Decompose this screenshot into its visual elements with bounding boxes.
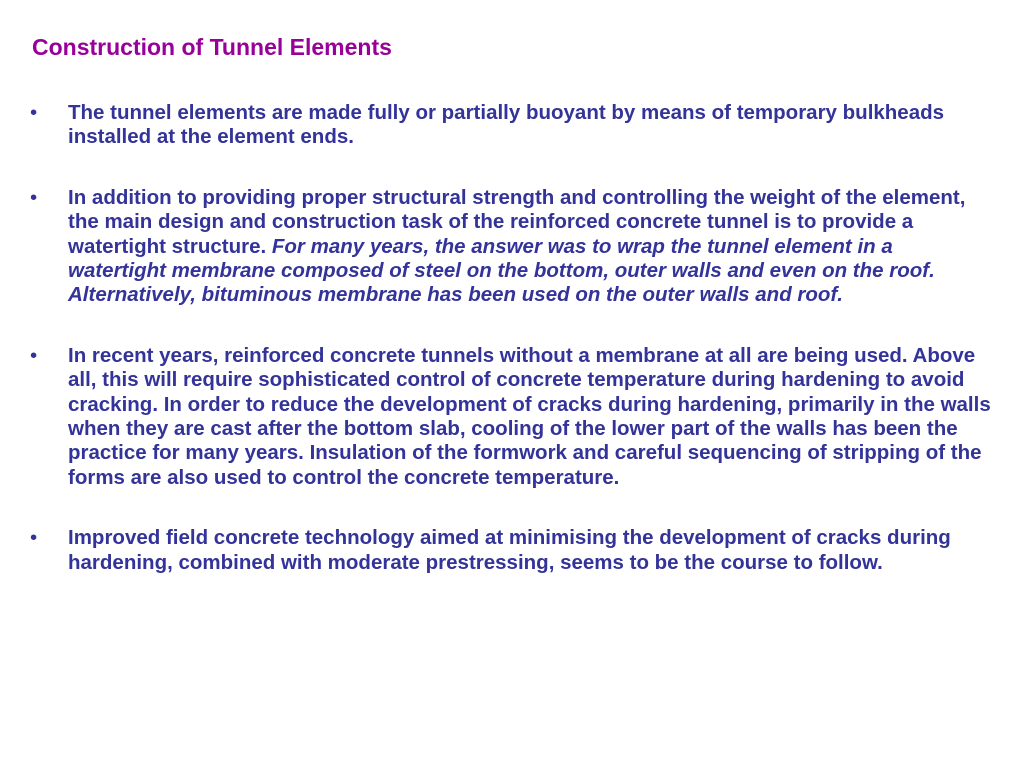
slide-title: Construction of Tunnel Elements — [32, 34, 392, 60]
bullet-icon: • — [30, 101, 38, 124]
bullet-icon: • — [30, 185, 38, 209]
bullet-text: In recent years, reinforced concrete tunnels without a membrane at all are being used. Above all, this will require sophisticated control of concrete temperature during hardening to avoid cracking. In order to reduce the development of cracks during hardening, primarily in the walls when they are cast after the bottom slab, cooling of the lower part of the walls has been the practice for many years. Insulation of the formwork and careful sequencing of stripping of the forms are also used to control the concrete temperature. — [68, 343, 991, 489]
bullet-icon: • — [30, 343, 38, 367]
bullet-icon: • — [30, 526, 38, 550]
bullet-text: Improved field concrete technology aimed at minimising the development of cracks during hardening, combined with moderate prestressing, seems to be the course to follow. — [68, 526, 951, 574]
bullet-text-italic: For many years, the answer was to wrap the tunnel element in a watertight membrane composed of steel on the bottom, outer walls and even on the roof. Alternatively, bituminous membrane has been used on the outer walls and roof. — [68, 234, 935, 307]
bullet-text: In addition to providing proper structural strength and controlling the weight of the element, the main design and construction task of the reinforced concrete tunnel is to provide a watertight structure. — [68, 185, 966, 258]
bullet-item — [30, 101, 995, 150]
bullet-item — [30, 344, 995, 490]
bullet-list — [30, 101, 995, 575]
bullet-item — [30, 186, 995, 308]
bullet-item — [30, 526, 995, 575]
bullet-text: The tunnel elements are made fully or partially buoyant by means of temporary bulkheads installed at the element ends. — [68, 101, 945, 149]
